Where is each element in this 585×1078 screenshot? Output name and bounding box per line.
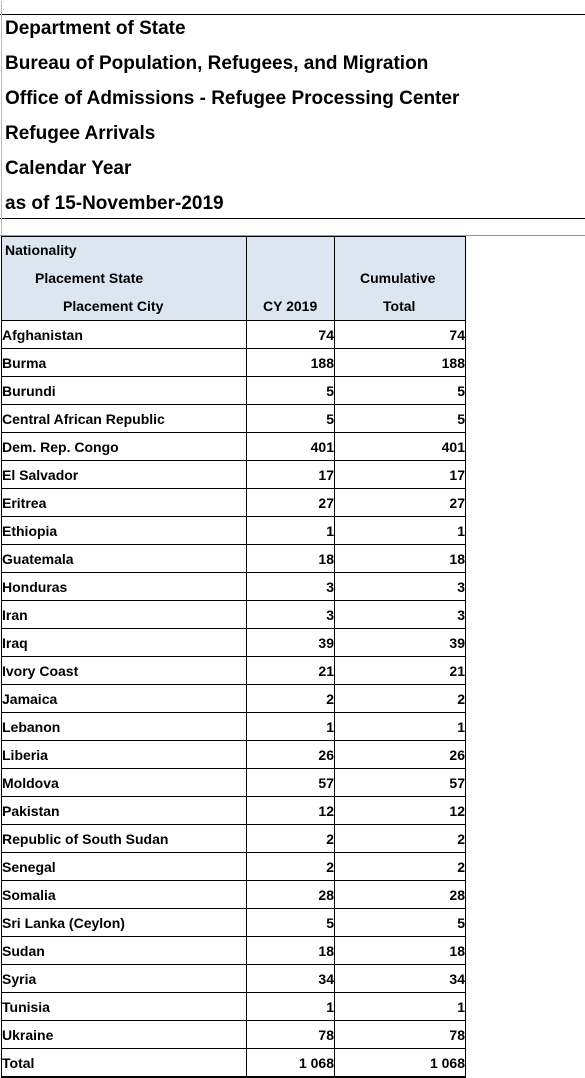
cumulative-value-cell: 3: [335, 573, 466, 601]
table-row: [2, 461, 466, 489]
nationality-cell: Honduras: [2, 573, 247, 601]
nationality-cell: Jamaica: [2, 685, 247, 713]
table-row: [2, 1021, 466, 1049]
cy-value-cell: 1: [247, 713, 335, 741]
table-row: [2, 321, 466, 349]
cumulative-value-cell: 12: [335, 797, 466, 825]
table-row: [2, 797, 466, 825]
header-line-department: Department of State: [5, 18, 186, 39]
table-row: [2, 825, 466, 853]
table-row: [2, 993, 466, 1021]
cy-value-cell: 39: [247, 629, 335, 657]
cumulative-value-cell: 26: [335, 741, 466, 769]
table-header-row: [2, 237, 466, 321]
cy-value-cell: 27: [247, 489, 335, 517]
table-row: [2, 489, 466, 517]
cy-value-cell: 1: [247, 517, 335, 545]
table-row: [2, 853, 466, 881]
cy-value-cell: 21: [247, 657, 335, 685]
table-row: [2, 909, 466, 937]
cy-value-cell: 28: [247, 881, 335, 909]
cy-value-cell: 5: [247, 909, 335, 937]
header-cy-label: CY 2019: [263, 298, 318, 314]
table-row: [2, 769, 466, 797]
cumulative-value-cell: 18: [335, 545, 466, 573]
nationality-cell: Eritrea: [2, 489, 247, 517]
table-row: [2, 545, 466, 573]
cy-value-cell: 17: [247, 461, 335, 489]
arrivals-table: [1, 236, 466, 1078]
cumulative-value-cell: 2: [335, 825, 466, 853]
table-row-total: [2, 1049, 466, 1078]
column-header-cy: [247, 237, 335, 321]
cumulative-value-cell: 2: [335, 685, 466, 713]
total-cumulative-cell: 1 068: [335, 1049, 466, 1078]
cy-value-cell: 401: [247, 433, 335, 461]
table-row: [2, 881, 466, 909]
total-label-cell: Total: [2, 1049, 247, 1078]
header-line-bureau: Bureau of Population, Refugees, and Migration: [5, 53, 429, 74]
table-row: [2, 937, 466, 965]
cumulative-value-cell: 5: [335, 909, 466, 937]
nationality-cell: El Salvador: [2, 461, 247, 489]
nationality-cell: Pakistan: [2, 797, 247, 825]
table-row: [2, 685, 466, 713]
cumulative-value-cell: 3: [335, 601, 466, 629]
table-row: [2, 629, 466, 657]
report-header: [0, 14, 585, 219]
table-row: [2, 965, 466, 993]
table-row: [2, 741, 466, 769]
cy-value-cell: 18: [247, 545, 335, 573]
nationality-cell: Central African Republic: [2, 405, 247, 433]
nationality-cell: Sudan: [2, 937, 247, 965]
nationality-cell: Iran: [2, 601, 247, 629]
cumulative-value-cell: 2: [335, 853, 466, 881]
nationality-cell: Somalia: [2, 881, 247, 909]
nationality-cell: Republic of South Sudan: [2, 825, 247, 853]
nationality-cell: Moldova: [2, 769, 247, 797]
cumulative-value-cell: 1: [335, 713, 466, 741]
table-row: [2, 713, 466, 741]
table-row: [2, 657, 466, 685]
cumulative-value-cell: 1: [335, 517, 466, 545]
cy-value-cell: 188: [247, 349, 335, 377]
nationality-cell: Ethiopia: [2, 517, 247, 545]
column-header-cumulative: [335, 237, 466, 321]
cy-value-cell: 5: [247, 405, 335, 433]
table-row: [2, 573, 466, 601]
cy-value-cell: 12: [247, 797, 335, 825]
cumulative-value-cell: 188: [335, 349, 466, 377]
header-cumulative-label: Cumulative: [360, 270, 436, 286]
header-line-period: Calendar Year: [5, 158, 132, 179]
nationality-cell: Iraq: [2, 629, 247, 657]
cumulative-value-cell: 78: [335, 1021, 466, 1049]
header-total-label: Total: [383, 298, 416, 314]
table-row: [2, 517, 466, 545]
nationality-cell: Tunisia: [2, 993, 247, 1021]
header-line-office: Office of Admissions - Refugee Processing Center: [5, 88, 460, 109]
cy-value-cell: 5: [247, 377, 335, 405]
cy-value-cell: 2: [247, 825, 335, 853]
table-row: [2, 377, 466, 405]
cumulative-value-cell: 5: [335, 405, 466, 433]
cumulative-value-cell: 28: [335, 881, 466, 909]
cumulative-value-cell: 17: [335, 461, 466, 489]
cumulative-value-cell: 57: [335, 769, 466, 797]
nationality-cell: Dem. Rep. Congo: [2, 433, 247, 461]
nationality-cell: Ivory Coast: [2, 657, 247, 685]
table-row: [2, 349, 466, 377]
cumulative-value-cell: 74: [335, 321, 466, 349]
column-header-nationality: [2, 237, 247, 321]
cumulative-value-cell: 1: [335, 993, 466, 1021]
header-line-as-of-date: as of 15-November-2019: [5, 193, 224, 214]
nationality-cell: Sri Lanka (Ceylon): [2, 909, 247, 937]
cumulative-value-cell: 39: [335, 629, 466, 657]
cumulative-value-cell: 5: [335, 377, 466, 405]
cy-value-cell: 18: [247, 937, 335, 965]
cy-value-cell: 3: [247, 573, 335, 601]
cy-value-cell: 1: [247, 993, 335, 1021]
nationality-cell: Senegal: [2, 853, 247, 881]
nationality-cell: Liberia: [2, 741, 247, 769]
table-row: [2, 433, 466, 461]
cy-value-cell: 2: [247, 685, 335, 713]
header-line-report-title: Refugee Arrivals: [5, 123, 156, 144]
cumulative-value-cell: 34: [335, 965, 466, 993]
cy-value-cell: 34: [247, 965, 335, 993]
header-placement-city-label: Placement City: [63, 298, 164, 314]
nationality-cell: Syria: [2, 965, 247, 993]
header-placement-state-label: Placement State: [35, 270, 144, 286]
cy-value-cell: 74: [247, 321, 335, 349]
nationality-cell: Burundi: [2, 377, 247, 405]
cumulative-value-cell: 401: [335, 433, 466, 461]
cumulative-value-cell: 18: [335, 937, 466, 965]
total-cy-cell: 1 068: [247, 1049, 335, 1078]
cy-value-cell: 78: [247, 1021, 335, 1049]
cy-value-cell: 26: [247, 741, 335, 769]
nationality-cell: Ukraine: [2, 1021, 247, 1049]
nationality-cell: Lebanon: [2, 713, 247, 741]
sheet-left-rule: [1, 1, 2, 251]
cy-value-cell: 3: [247, 601, 335, 629]
nationality-cell: Guatemala: [2, 545, 247, 573]
cy-value-cell: 2: [247, 853, 335, 881]
cumulative-value-cell: 27: [335, 489, 466, 517]
nationality-cell: Afghanistan: [2, 321, 247, 349]
table-row: [2, 601, 466, 629]
table-body: [2, 321, 466, 1078]
header-nationality-label: Nationality: [5, 242, 77, 258]
table-row: [2, 405, 466, 433]
nationality-cell: Burma: [2, 349, 247, 377]
cumulative-value-cell: 21: [335, 657, 466, 685]
cy-value-cell: 57: [247, 769, 335, 797]
